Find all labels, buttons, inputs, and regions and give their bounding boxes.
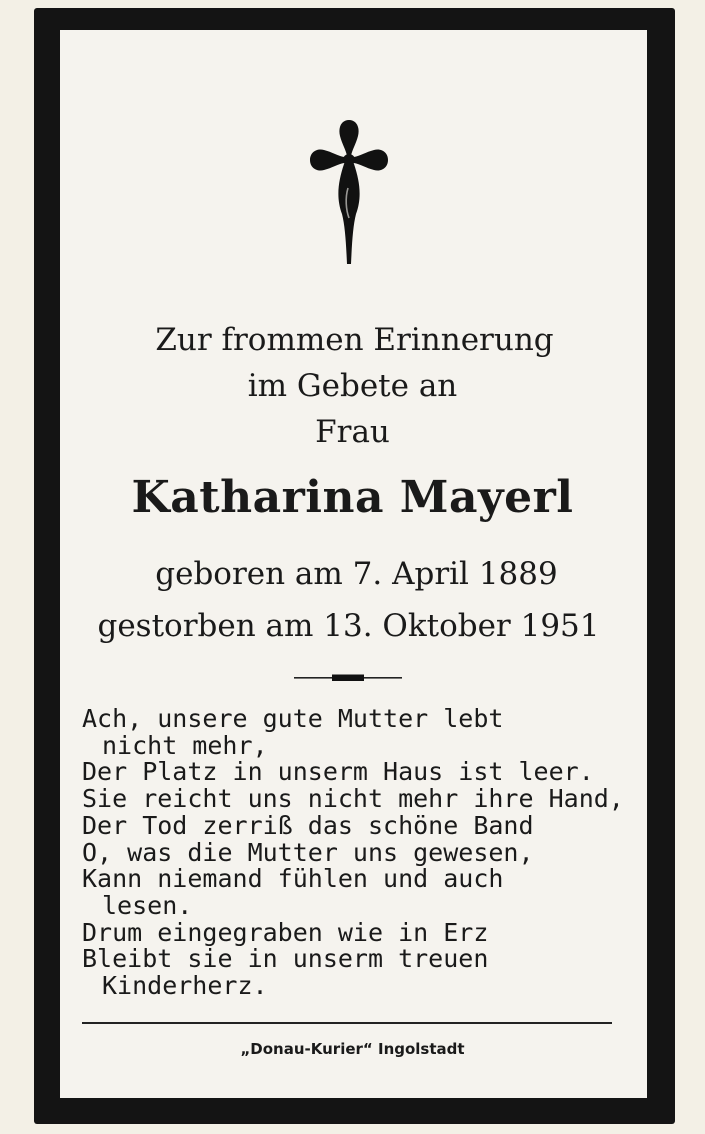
footer-rule [82, 1022, 612, 1024]
death-date-line: gestorben am 13. Oktober 1951 [97, 608, 600, 644]
poem-line: Drum eingegraben wie in Erz [82, 917, 489, 947]
poem-line: nicht mehr, [102, 730, 268, 760]
heading-line-2: im Gebete an [247, 368, 458, 404]
poem-line: Kann niemand fühlen und auch [82, 864, 504, 894]
poem-line: Ach, unsere gute Mutter lebt [82, 704, 504, 733]
trefoil-cross-icon [308, 118, 390, 266]
heading-line-1: Zur frommen Erinnerung [155, 322, 554, 358]
poem-line: Kinderherz. [102, 971, 268, 1001]
birth-date-line: geboren am 7. April 1889 [155, 556, 558, 592]
poem-line: Der Platz in unserm Haus ist leer. [82, 757, 594, 787]
divider-ornament-icon [294, 674, 402, 682]
heading-line-3: Frau [315, 414, 390, 450]
poem-line: lesen. [102, 890, 193, 920]
poem-line: Sie reicht uns nicht mehr ihre Hand, [82, 784, 624, 814]
poem-line: O, was die Mutter uns gewesen, [82, 837, 534, 867]
deceased-name: Katharina Mayerl [131, 472, 574, 523]
memorial-poem [82, 704, 624, 1001]
poem-line: Bleibt sie in unserm treuen [82, 944, 489, 974]
publisher-imprint: „Donau-Kurier“ Ingolstadt [240, 1040, 465, 1058]
poem-line: Der Tod zerriß das schöne Band [82, 810, 534, 840]
